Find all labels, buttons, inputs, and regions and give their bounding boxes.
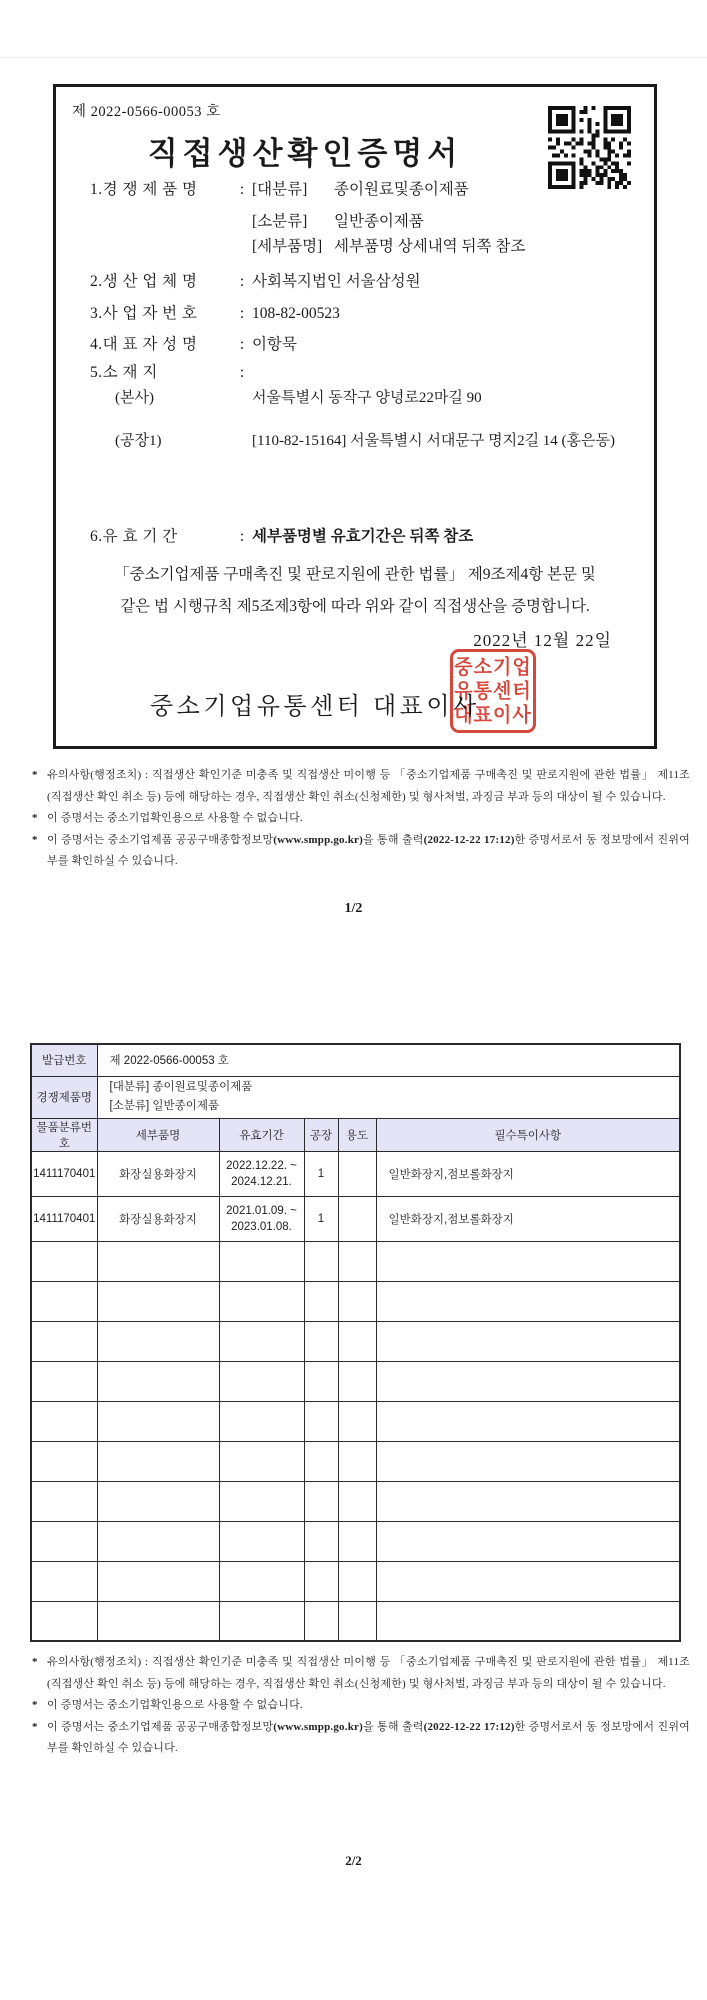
- empty-cell: [219, 1281, 304, 1321]
- empty-cell: [338, 1521, 376, 1561]
- empty-cell: [304, 1441, 338, 1481]
- column-header-use: 용도: [338, 1118, 376, 1151]
- empty-cell: [304, 1401, 338, 1441]
- empty-cell: [338, 1401, 376, 1441]
- field-value: 사회복지법인 서울삼성원: [252, 273, 421, 290]
- empty-table-row: [31, 1241, 680, 1281]
- category-tag: [세부품명]: [252, 238, 323, 255]
- field-label: 1.경 쟁 제 품 명: [90, 181, 198, 198]
- legal-basis-line2: 같은 법 시행규칙 제5조제3항에 따라 위와 같이 직접생산을 증명합니다.: [120, 598, 590, 615]
- cell-use: [338, 1196, 376, 1241]
- page-top-divider: [0, 57, 707, 58]
- category-text: 세부품명 상세내역 뒤쪽 참조: [334, 238, 526, 255]
- footnote-seg: 한 증명서로서 동 정보망에서 진위여부를 확인하실 수 있습니다.: [47, 833, 690, 867]
- empty-cell: [31, 1521, 97, 1561]
- cell-factory: 1: [304, 1151, 338, 1196]
- footnote-verification: [32, 1717, 690, 1760]
- footnote-bullet: *: [32, 1656, 38, 1668]
- cell-name: 화장실용화장지: [97, 1151, 219, 1196]
- footnote-verification: [32, 830, 690, 873]
- empty-cell: [219, 1401, 304, 1441]
- empty-cell: [376, 1561, 680, 1601]
- period-end: 2024.12.21.: [231, 1175, 292, 1188]
- empty-cell: [304, 1241, 338, 1281]
- issue-no-label: 발급번호: [31, 1044, 97, 1076]
- cell-period: [219, 1151, 304, 1196]
- empty-cell: [338, 1561, 376, 1601]
- empty-table-row: [31, 1521, 680, 1561]
- seal-text-row: 중소기업: [454, 656, 532, 679]
- footnote-text: 이 증명서는 중소기업확인용으로 사용할 수 없습니다.: [47, 812, 303, 824]
- cell-code: 1411170401: [31, 1196, 97, 1241]
- footnote-caution: [32, 765, 690, 808]
- empty-cell: [219, 1481, 304, 1521]
- empty-cell: [97, 1561, 219, 1601]
- empty-cell: [97, 1441, 219, 1481]
- empty-cell: [338, 1241, 376, 1281]
- field-value: 이항묵: [252, 336, 297, 353]
- empty-cell: [304, 1521, 338, 1561]
- empty-cell: [31, 1441, 97, 1481]
- empty-table-row: [31, 1441, 680, 1481]
- empty-cell: [376, 1601, 680, 1641]
- cell-use: [338, 1151, 376, 1196]
- field-validity-period: [90, 524, 473, 546]
- empty-table-row: [31, 1601, 680, 1641]
- empty-cell: [219, 1321, 304, 1361]
- footnote-not-for-sme: [32, 1695, 690, 1717]
- issuer-name: 중소기업유통센터 대표이사: [150, 694, 480, 720]
- field-colon: :: [239, 273, 245, 290]
- table-row-issue-no: [31, 1044, 680, 1076]
- field-colon: :: [239, 305, 245, 322]
- empty-cell: [304, 1281, 338, 1321]
- issuer-seal-stamp: [450, 649, 536, 733]
- empty-cell: [376, 1401, 680, 1441]
- field-label: 4.대 표 자 성 명: [90, 336, 198, 353]
- field-colon: :: [239, 528, 245, 545]
- cell-code: 1411170401: [31, 1151, 97, 1196]
- seal-text-row: 대표이사: [454, 704, 532, 727]
- empty-cell: [376, 1281, 680, 1321]
- field-label: 6.유 효 기 간: [90, 528, 178, 545]
- certificate-title: 직접생산확인증명서: [147, 136, 463, 171]
- address-factory1-tag: (공장1): [115, 433, 162, 449]
- document-number: 제 2022-0566-00053 호: [72, 104, 221, 120]
- page-number-2: 2/2: [345, 1853, 362, 1868]
- product-minor-category: [소분류] 일반종이제품: [109, 1100, 220, 1112]
- cell-special: 일반화장지,점보롤화장지: [376, 1151, 680, 1196]
- empty-table-row: [31, 1561, 680, 1601]
- footnote-body: 직접생산 확인기준 미충족 및 직접생산 미이행 등 「중소기업제품 구매촉진 및 판로지원에 관한 법률」 제11조(직접생산 확인 취소 등) 등에 해당하는 경우, 직접생산 확인 취소(신청제한) 및 형사처벌, 과징금 부과 등의 대상이 될 수 있습니다.: [47, 769, 690, 803]
- empty-cell: [219, 1361, 304, 1401]
- footnote-text: [47, 1652, 690, 1695]
- empty-cell: [338, 1361, 376, 1401]
- issue-no-value: 제 2022-0566-00053 호: [97, 1044, 680, 1076]
- empty-cell: [219, 1561, 304, 1601]
- smpp-url: (www.smpp.go.kr): [273, 1720, 363, 1733]
- qr-code: [548, 106, 631, 189]
- field-producer-name: [90, 269, 421, 291]
- empty-cell: [219, 1601, 304, 1641]
- footnote-seg: 이 증명서는 중소기업제품 공공구매종합정보망: [47, 1720, 274, 1733]
- empty-table-row: [31, 1281, 680, 1321]
- address-hq-text: 서울특별시 동작구 양녕로22마길 90: [252, 390, 482, 406]
- empty-cell: [376, 1321, 680, 1361]
- empty-cell: [31, 1321, 97, 1361]
- empty-cell: [376, 1361, 680, 1401]
- empty-cell: [304, 1561, 338, 1601]
- footnote-body: 직접생산 확인기준 미충족 및 직접생산 미이행 등 「중소기업제품 구매촉진 및 판로지원에 관한 법률」 제11조(직접생산 확인 취소 등) 등에 해당하는 경우, 직접생산 확인 취소(신청제한) 및 형사처벌, 과징금 부과 등의 대상이 될 수 있습니다.: [47, 1656, 690, 1690]
- footnote-head: 유의사항(행정조치) :: [47, 1656, 152, 1668]
- field-value: 세부품명별 유효기간은 뒤쪽 참조: [252, 528, 474, 545]
- empty-cell: [31, 1401, 97, 1441]
- footnote-seg: 한 증명서로서 동 정보망에서 진위여부를 확인하실 수 있습니다.: [47, 1720, 690, 1754]
- empty-cell: [338, 1281, 376, 1321]
- empty-cell: [338, 1321, 376, 1361]
- column-header-factory: 공장: [304, 1118, 338, 1151]
- empty-cell: [31, 1601, 97, 1641]
- product-table: [30, 1043, 681, 1642]
- column-header-period: 유효기간: [219, 1118, 304, 1151]
- empty-cell: [376, 1241, 680, 1281]
- table-row-product: [31, 1076, 680, 1118]
- field-colon: :: [239, 364, 245, 381]
- empty-cell: [31, 1241, 97, 1281]
- table-header-row: [31, 1118, 680, 1151]
- field-competing-product: [90, 177, 469, 199]
- period-start: 2021.01.09. ~: [226, 1204, 297, 1217]
- category-tag: [소분류]: [252, 213, 308, 230]
- cell-factory: 1: [304, 1196, 338, 1241]
- empty-cell: [338, 1601, 376, 1641]
- field-business-number: [90, 301, 340, 323]
- footnote-seg: 을 통해 출력: [362, 1720, 424, 1733]
- field-competing-product-detail: [252, 234, 525, 256]
- footnote-bullet: *: [32, 769, 38, 781]
- empty-cell: [376, 1481, 680, 1521]
- field-representative-name: [90, 332, 297, 354]
- empty-cell: [219, 1241, 304, 1281]
- field-address: [90, 360, 248, 382]
- category-text: 일반종이제품: [334, 213, 424, 230]
- empty-cell: [338, 1441, 376, 1481]
- cell-special: 일반화장지,점보롤화장지: [376, 1196, 680, 1241]
- address-hq-tag: (본사): [115, 390, 154, 406]
- column-header-special: 필수특이사항: [376, 1118, 680, 1151]
- empty-table-row: [31, 1481, 680, 1521]
- empty-cell: [31, 1481, 97, 1521]
- qr-code-image: [548, 106, 631, 189]
- footnote-not-for-sme: [32, 808, 690, 830]
- footnote-caution: [32, 1652, 690, 1695]
- empty-cell: [304, 1481, 338, 1521]
- footnote-text: 이 증명서는 중소기업확인용으로 사용할 수 없습니다.: [47, 1699, 303, 1711]
- empty-cell: [376, 1521, 680, 1561]
- empty-cell: [97, 1601, 219, 1641]
- footnote-bullet: *: [32, 1720, 38, 1733]
- empty-cell: [31, 1561, 97, 1601]
- empty-table-row: [31, 1401, 680, 1441]
- field-value: 108-82-00523: [252, 305, 340, 322]
- empty-table-row: [31, 1321, 680, 1361]
- empty-cell: [97, 1281, 219, 1321]
- product-label: 경쟁제품명: [31, 1076, 97, 1118]
- footnote-text: [47, 830, 690, 873]
- empty-table-row: [31, 1361, 680, 1401]
- table-row: [31, 1196, 680, 1241]
- empty-cell: [97, 1241, 219, 1281]
- empty-cell: [97, 1521, 219, 1561]
- cell-period: [219, 1196, 304, 1241]
- field-label: 5.소 재 지: [90, 364, 158, 381]
- smpp-url: (www.smpp.go.kr): [273, 833, 363, 846]
- empty-cell: [338, 1481, 376, 1521]
- empty-cell: [97, 1481, 219, 1521]
- category-text: 종이원료및종이제품: [334, 181, 469, 198]
- empty-cell: [97, 1361, 219, 1401]
- empty-cell: [97, 1321, 219, 1361]
- empty-cell: [304, 1321, 338, 1361]
- legal-basis-line1: 「중소기업제품 구매촉진 및 판로지원에 관한 법률」 제9조제4항 본문 및: [114, 566, 596, 583]
- empty-cell: [376, 1441, 680, 1481]
- field-colon: :: [239, 336, 245, 353]
- field-value: [252, 181, 469, 198]
- field-label: 3.사 업 자 번 호: [90, 305, 198, 322]
- footnote-seg: 을 통해 출력: [362, 833, 424, 846]
- cell-name: 화장실용화장지: [97, 1196, 219, 1241]
- empty-cell: [31, 1361, 97, 1401]
- footnote-text: [47, 765, 690, 808]
- issue-date: 2022년 12월 22일: [473, 631, 612, 650]
- footnote-text: [47, 1717, 690, 1760]
- footnote-bullet: *: [32, 833, 38, 846]
- product-value: [97, 1076, 680, 1118]
- footnote-bullet: *: [32, 1699, 38, 1711]
- period-start: 2022.12.22. ~: [226, 1159, 297, 1172]
- period-end: 2023.01.08.: [231, 1220, 292, 1233]
- empty-cell: [97, 1401, 219, 1441]
- footnotes-page2: [32, 1652, 690, 1760]
- empty-cell: [304, 1601, 338, 1641]
- product-major-category: [대분류] 종이원료및종이제품: [109, 1081, 253, 1093]
- empty-cell: [219, 1441, 304, 1481]
- field-label: 2.생 산 업 체 명: [90, 273, 198, 290]
- column-header-name: 세부품명: [97, 1118, 219, 1151]
- footnotes-page1: [32, 765, 690, 873]
- empty-cell: [31, 1281, 97, 1321]
- footnote-bullet: *: [32, 812, 38, 824]
- column-header-code: 물품분류번호: [31, 1118, 97, 1151]
- page-number-1: 1/2: [344, 901, 363, 916]
- field-colon: :: [239, 181, 245, 198]
- empty-cell: [219, 1521, 304, 1561]
- footnote-head: 유의사항(행정조치) :: [47, 769, 152, 781]
- footnote-seg: 이 증명서는 중소기업제품 공공구매종합정보망: [47, 833, 274, 846]
- category-tag: [대분류]: [252, 181, 308, 198]
- print-timestamp: (2022-12-22 17:12): [423, 1720, 515, 1733]
- seal-text-row: 유통센터: [454, 680, 532, 703]
- address-factory1-text: [110-82-15164] 서울특별시 서대문구 명지2길 14 (홍은동): [252, 433, 616, 449]
- table-row: [31, 1151, 680, 1196]
- empty-cell: [304, 1361, 338, 1401]
- print-timestamp: (2022-12-22 17:12): [423, 833, 515, 846]
- field-competing-product-sub: [252, 209, 424, 231]
